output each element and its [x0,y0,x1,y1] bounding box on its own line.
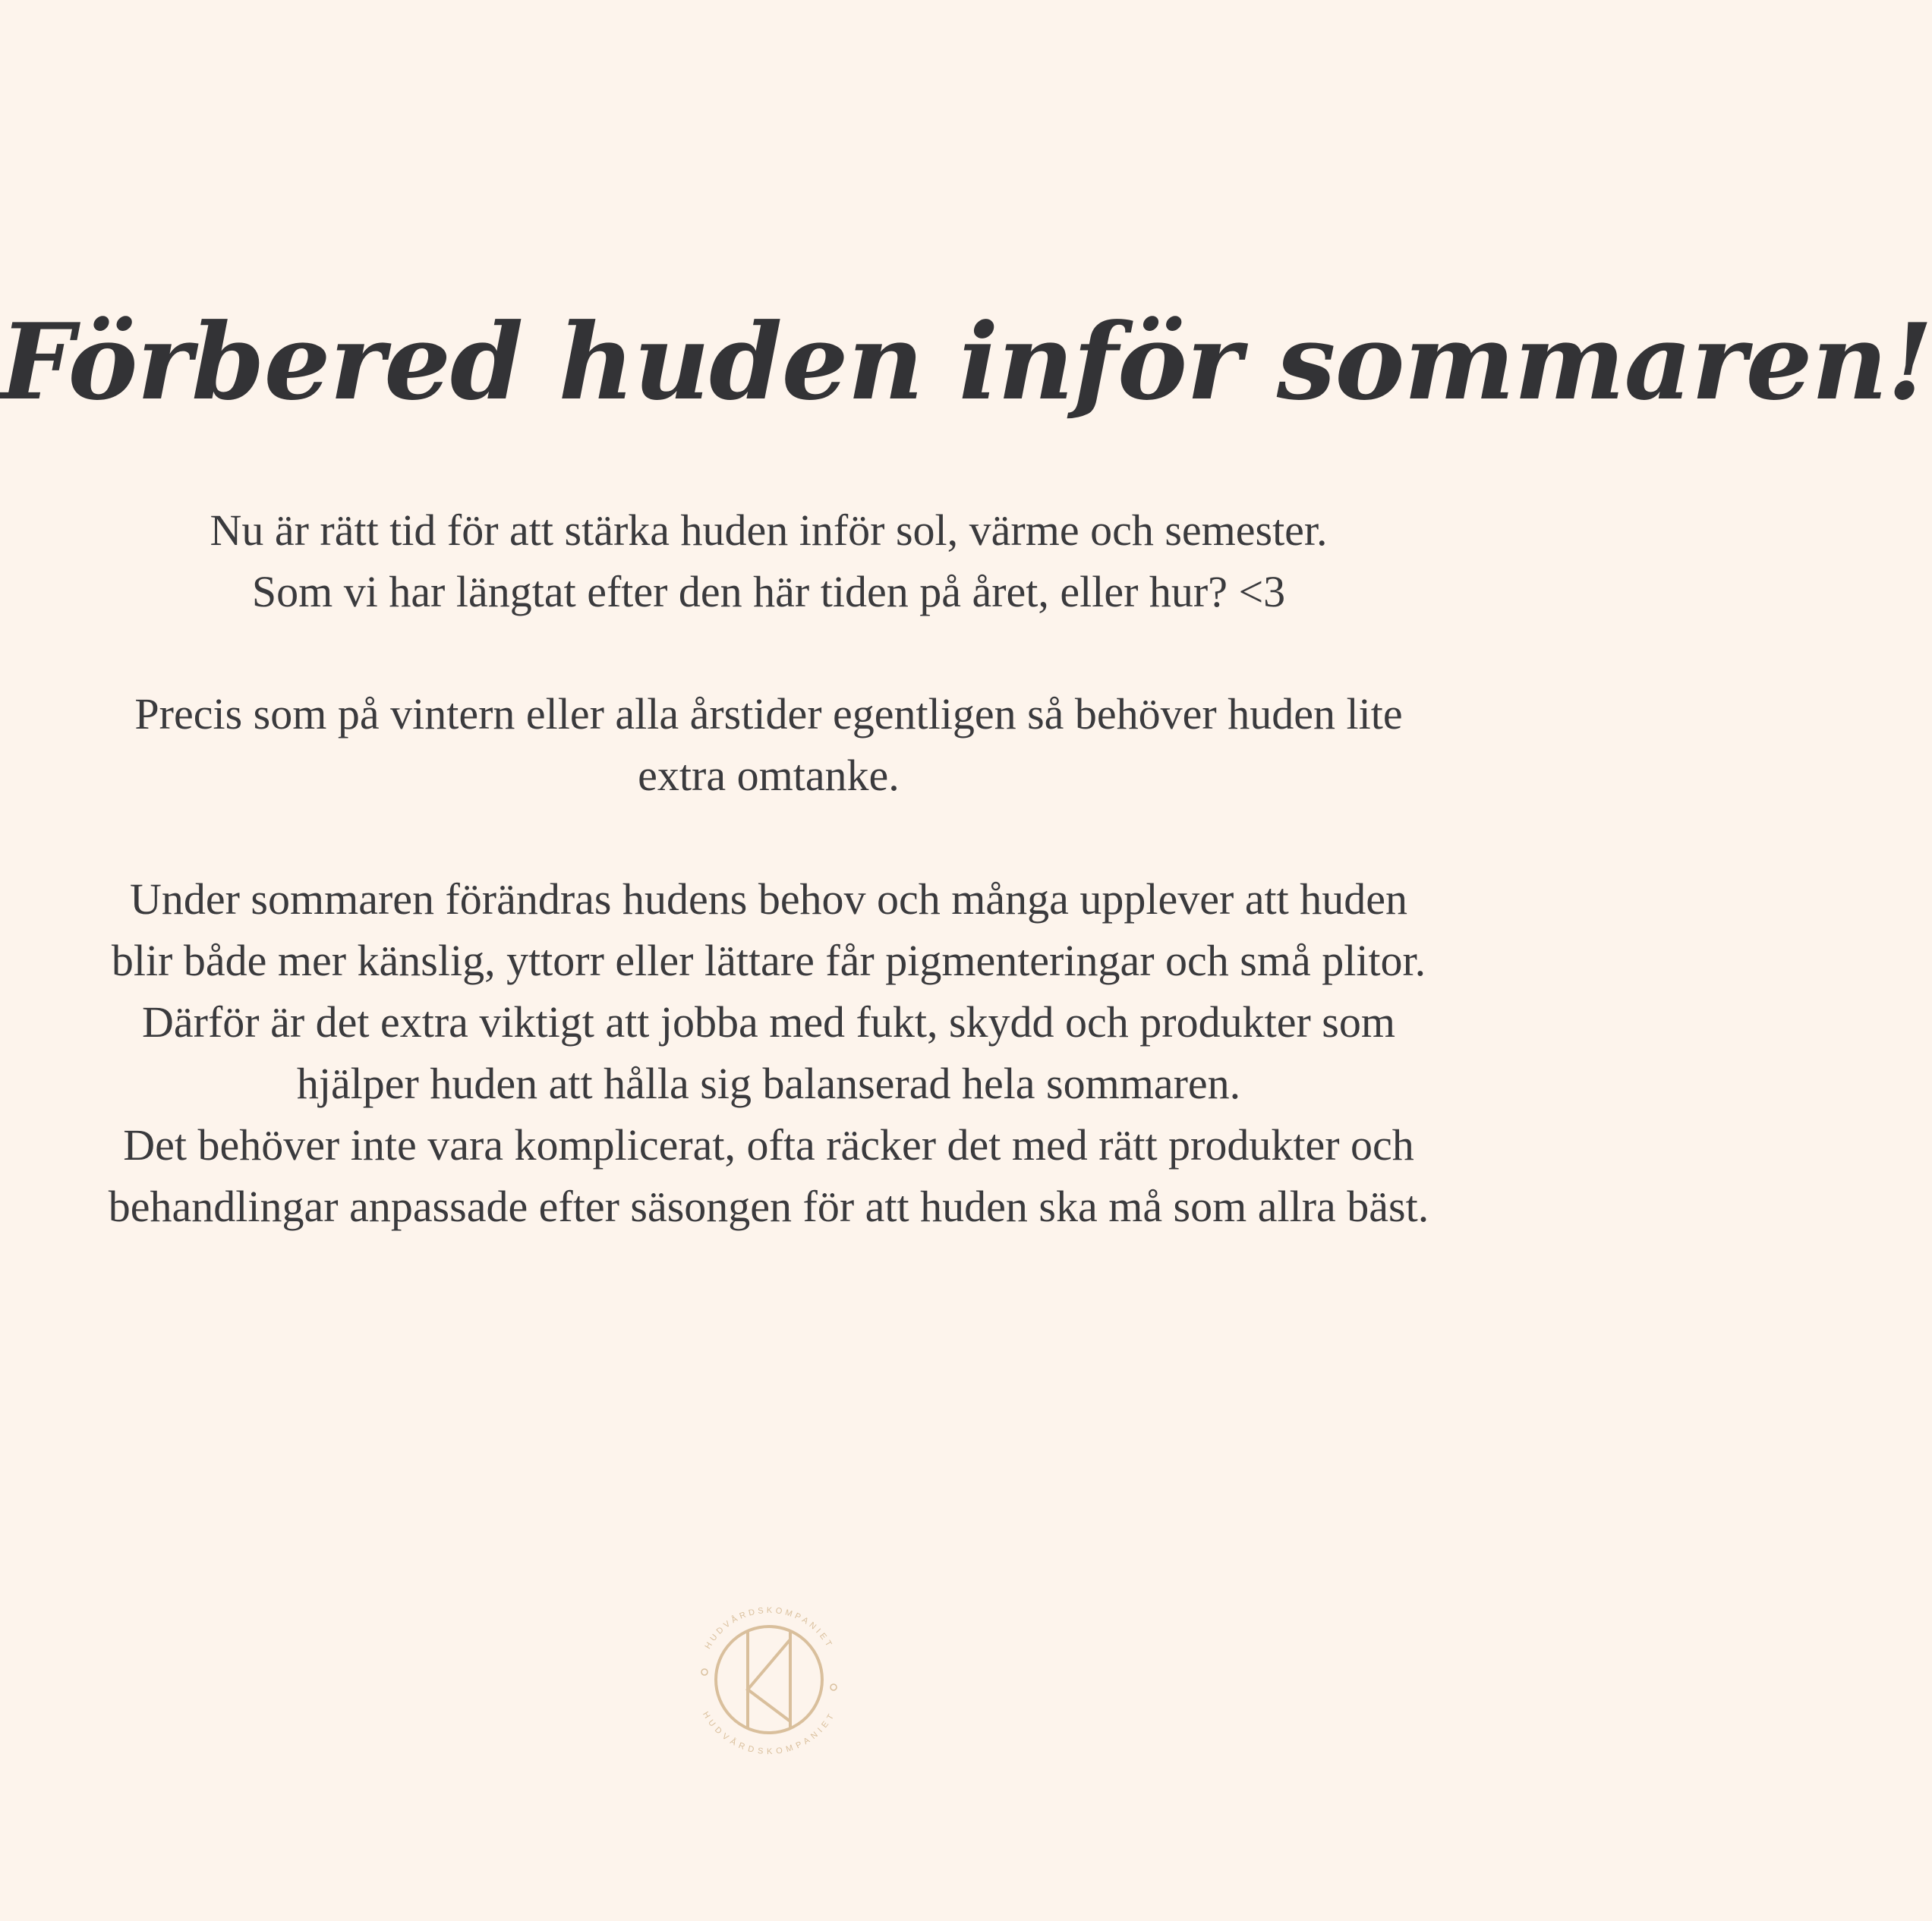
brand-logo [689,1600,849,1759]
paragraph-line: Precis som på vintern eller alla årstider egentligen så behöver huden lite [134,689,1403,738]
paragraph-line: behandlingar anpassade efter säsongen för att huden ska må som allra bäst. [108,1182,1429,1231]
paragraph-line: hjälper huden att hålla sig balanserad hela sommaren. [296,1059,1241,1108]
paragraph-line: Det behöver inte vara komplicerat, ofta räcker det med rätt produkter och [123,1120,1414,1170]
paragraph-line: blir både mer känslig, yttorr eller lättare får pigmenteringar och små plitor. [111,936,1426,985]
page-title: Förbered huden inför sommaren! [0,300,1932,424]
paragraph-line: extra omtanke. [638,751,900,800]
paragraph-line: Under sommaren förändras hudens behov och många upplever att huden [129,874,1408,924]
logo-mark [716,1627,822,1733]
paragraph-intro [0,499,1537,622]
paragraph-line: Som vi har längtat efter den här tiden på året, eller hur? <3 [251,567,1286,616]
paragraph-line: Därför är det extra viktigt att jobba med fukt, skydd och produkter som [142,997,1395,1047]
logo-ring-text-top: HUDVÅRDSKOMPANIET [703,1605,835,1651]
paragraph-line: Nu är rätt tid för att stärka huden inför sol, värme och semester. [210,505,1328,555]
paragraph-summer [0,868,1537,1237]
logo-ring-text-bottom: HUDVÅRDSKOMPANIET [701,1710,837,1757]
registered-mark-icon [701,1669,708,1675]
registered-mark-icon [830,1684,837,1690]
paragraph-winter [0,683,1537,806]
